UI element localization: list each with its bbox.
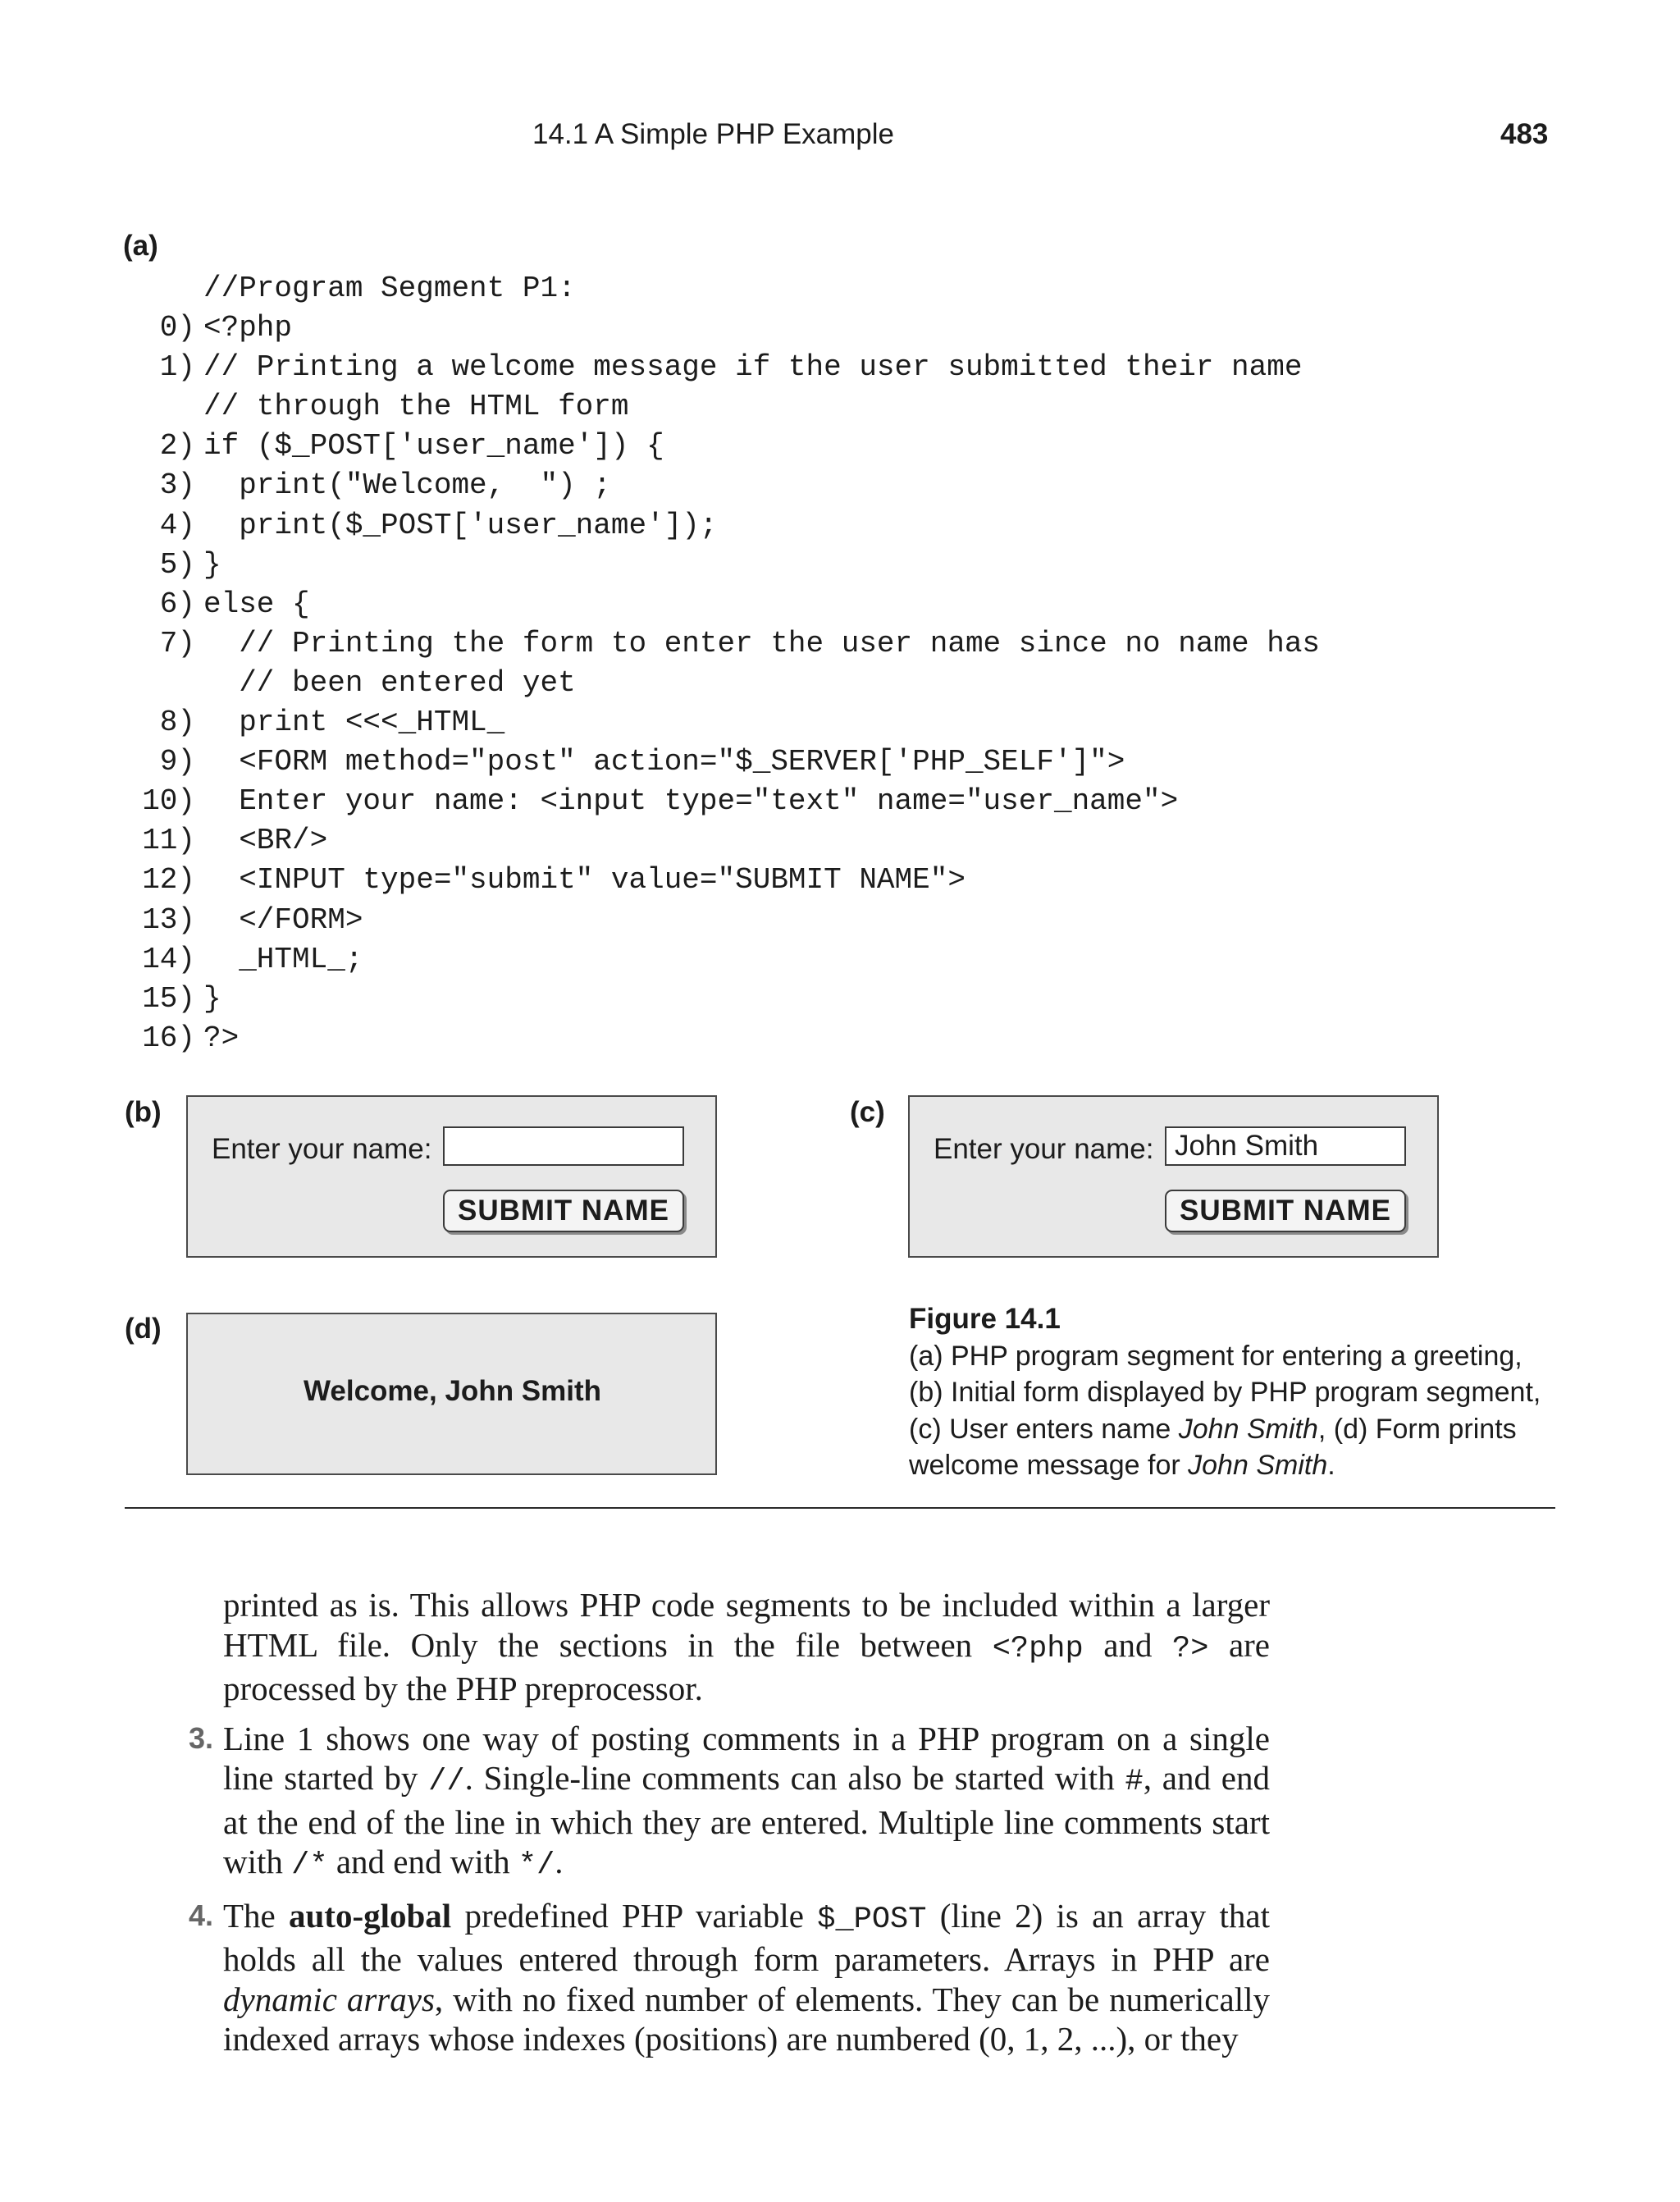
form-panel-filled <box>908 1095 1439 1258</box>
code-line <box>123 308 1436 348</box>
code-text: } <box>203 981 221 1016</box>
code-listing <box>123 269 1436 1058</box>
caption-line: (c) User enters name John Smith, (d) Form prints <box>909 1413 1517 1445</box>
code-text: ?> <box>203 1021 240 1055</box>
panel-label-b: (b) <box>125 1096 162 1128</box>
code-text: _HTML_; <box>203 942 363 976</box>
code-line <box>123 940 1436 980</box>
line-number: 12) <box>142 863 195 898</box>
line-number: 9) <box>159 745 195 779</box>
panel-label-c: (c) <box>850 1096 885 1128</box>
code-line <box>123 585 1436 624</box>
submit-name-button[interactable]: SUBMIT NAME <box>1165 1190 1406 1232</box>
code-text: print($_POST['user_name']); <box>203 508 718 542</box>
line-number: 11) <box>142 824 195 858</box>
code-text: Enter your name: <input type="text" name="user_name"> <box>203 784 1179 819</box>
paragraph-continued: printed as is. This allows PHP code segments to be included within a larger HTML file. Only the sections in the file between <?php and ?> are processed by the PHP preprocessor. <box>223 1586 1270 1707</box>
code-text: // Printing a welcome message if the user submitted their name <box>203 350 1303 385</box>
code-text: if ($_POST['user_name']) { <box>203 429 664 464</box>
code-text: //Program Segment P1: <box>203 272 576 305</box>
line-number: 8) <box>159 706 195 740</box>
name-label: Enter your name: <box>934 1133 1154 1165</box>
code-text: // been entered yet <box>203 665 576 700</box>
caption-line: (b) Initial form displayed by PHP program segment, <box>909 1377 1541 1408</box>
name-input-filled[interactable]: John Smith <box>1165 1126 1406 1166</box>
name-label: Enter your name: <box>212 1133 432 1165</box>
code-line <box>123 348 1436 387</box>
line-number: 13) <box>142 902 195 937</box>
code-line <box>123 546 1436 585</box>
code-line <box>123 466 1436 505</box>
line-number: 3) <box>159 468 195 503</box>
body-text <box>189 1585 1270 2059</box>
code-line <box>123 624 1436 664</box>
list-item-4: 4. The auto-global predefined PHP variable $_POST (line 2) is an array that holds all the values entered through form parameters. Arrays in PHP are dynamic arrays, with no fixed number of elements. They can be numerically indexed arrays whose indexes (positions) are numbered (0, 1, 2, ...), or they <box>189 1896 1270 2058</box>
code-line <box>123 980 1436 1019</box>
line-number: 6) <box>159 587 195 621</box>
code-line <box>123 387 1436 427</box>
code-line <box>123 703 1436 742</box>
figure-caption <box>909 1301 1582 1484</box>
code-line <box>123 506 1436 546</box>
code-line <box>123 427 1436 466</box>
figure-title: Figure 14.1 <box>909 1303 1061 1335</box>
line-number: 7) <box>159 626 195 660</box>
code-text: print <<<_HTML_ <box>203 706 505 740</box>
name-input-empty[interactable] <box>443 1126 684 1166</box>
running-head: 14.1 A Simple PHP Example <box>532 118 894 150</box>
code-text: </FORM> <box>203 902 363 937</box>
code-line <box>123 664 1436 703</box>
code-line <box>123 269 1436 308</box>
code-line <box>123 782 1436 821</box>
line-number: 2) <box>159 429 195 464</box>
code-text: <INPUT type="submit" value="SUBMIT NAME"> <box>203 863 966 898</box>
line-number: 1) <box>159 350 195 385</box>
code-text: else { <box>203 587 310 621</box>
form-panel-initial <box>186 1095 717 1258</box>
code-text: // Printing the form to enter the user name since no name has <box>203 626 1321 660</box>
line-number: 4) <box>159 508 195 542</box>
code-line <box>123 1019 1436 1058</box>
code-line <box>123 901 1436 940</box>
line-number: 14) <box>142 942 195 976</box>
line-number: 16) <box>142 1021 195 1055</box>
code-text: // through the HTML form <box>203 390 629 424</box>
panel-label-a: (a) <box>123 230 158 262</box>
code-line <box>123 821 1436 861</box>
page-number: 483 <box>1500 118 1549 150</box>
code-text: print("Welcome, ") ; <box>203 468 611 503</box>
code-text: <BR/> <box>203 824 328 858</box>
code-text: <FORM method="post" action="$_SERVER['PHP_SELF']"> <box>203 745 1125 779</box>
submit-name-button[interactable]: SUBMIT NAME <box>443 1190 684 1232</box>
line-number: 5) <box>159 547 195 582</box>
caption-line: (a) PHP program segment for entering a greeting, <box>909 1340 1522 1372</box>
welcome-panel <box>186 1313 717 1475</box>
code-text: <?php <box>203 311 293 345</box>
code-line <box>123 861 1436 900</box>
code-text: } <box>203 547 221 582</box>
figure-divider <box>125 1507 1555 1509</box>
line-number: 10) <box>142 784 195 819</box>
caption-line: welcome message for John Smith. <box>909 1450 1335 1481</box>
line-number: 15) <box>142 981 195 1016</box>
line-number: 0) <box>159 311 195 345</box>
list-item-3: 3. Line 1 shows one way of posting comments in a PHP program on a single line started by //. Single-line comments can also be started with #, and end at the end of the line in which they are entered. Multiple line comments start with /* and end with */. <box>189 1719 1270 1883</box>
welcome-message: Welcome, John Smith <box>304 1375 602 1407</box>
code-line <box>123 742 1436 782</box>
panel-label-d: (d) <box>125 1313 162 1345</box>
